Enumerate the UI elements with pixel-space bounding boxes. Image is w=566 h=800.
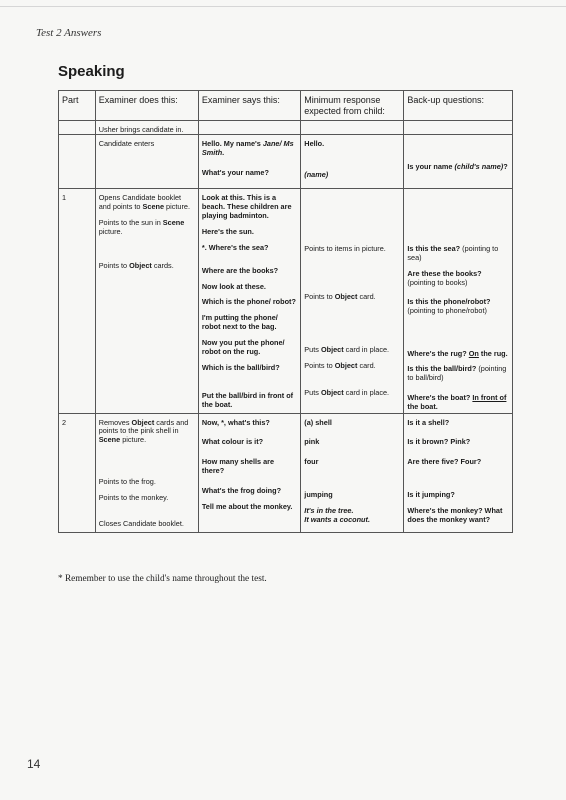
does-1: Removes Object cards and points to the pink shell in Scene picture. [98,417,189,445]
says-8: Now you put the phone/ robot on the rug. [201,338,285,356]
cell-backup [404,189,513,413]
cell-backup [404,120,513,135]
part-number: 2 [62,417,67,427]
backup-name-question: Is your name (child's name)? [407,162,508,172]
response-hello: Hello. [304,139,325,149]
table-row-part-2 [59,413,513,532]
cell-part [59,413,96,532]
cell-says [198,120,300,135]
enters-text: Candidate enters [98,139,155,149]
says-1: Now, *, what's this? [201,417,270,427]
cell-says [198,135,300,189]
section-title: Speaking [58,63,125,80]
response-4: Points to Object card. [304,360,376,370]
cell-part [59,189,96,413]
response-1: (a) shell [304,417,332,427]
header-minimum-response: Minimum response expected from child: [301,91,404,121]
response-name: (name) [304,170,329,180]
says-1: Look at this. This is a beach. These children are playing badminton. [201,193,292,220]
cell-does [95,189,198,413]
page-number: 14 [27,757,41,771]
backup-3: Is this the phone/robot? (pointing to phone/robot) [407,296,491,315]
does-3: Points to the monkey. [98,493,169,503]
header-examiner-does: Examiner does this: [95,91,198,121]
cell-does [95,413,198,532]
says-7: I'm putting the phone/ robot next to the bag. [201,313,278,332]
backup-1: Is this the sea? (pointing to sea) [407,244,499,263]
cell-response [301,413,404,532]
response-5a: It's in the tree. [304,506,354,516]
response-3: Puts Object card in place. [304,344,390,354]
says-9: Which is the ball/bird? [201,362,280,372]
response-2: Points to Object card. [304,292,376,302]
backup-1: Is it a shell? [407,417,450,427]
table-row-part-1 [59,189,513,413]
does-4: Closes Candidate booklet. [98,518,184,528]
cell-part [59,120,96,135]
response-1: Points to items in picture. [304,244,386,254]
cell-response [301,189,404,413]
table-header-row [59,91,513,121]
speaking-table [58,90,513,533]
does-1: Opens Candidate booklet and points to Scene picture. [98,193,190,212]
says-5: Tell me about the monkey. [201,501,293,511]
says-4: What's the frog doing? [201,486,282,496]
says-5: Now look at these. [201,281,266,291]
says-4: Where are the books? [201,265,279,275]
backup-5: Where's the monkey? What does the monkey want? [407,506,503,524]
table-row-usher [59,120,513,135]
backup-4: Where's the rug? On the rug. [407,348,508,358]
cell-response [301,120,404,135]
header-backup-questions: Back-up questions: [404,91,513,121]
part-number: 1 [62,193,67,203]
usher-text: Usher brings candidate in. [98,124,184,134]
does-2: Points to the sun in Scene picture. [98,217,185,236]
response-4: jumping [304,490,333,500]
cell-says [198,189,300,413]
says-10: Put the ball/bird in front of the boat. [201,390,294,409]
does-3: Points to Object cards. [98,260,174,270]
cell-part [59,135,96,189]
says-2: What colour is it? [201,437,264,447]
header-part: Part [59,91,96,121]
response-5: Puts Object card in place. [304,387,390,397]
backup-6: Where's the boat? In front of the boat. [407,393,507,412]
cell-backup [404,413,513,532]
cell-backup [404,135,513,189]
cell-response [301,135,404,189]
says-3: *. Where's the sea? [201,242,269,252]
response-2: pink [304,437,320,447]
says-3: How many shells are there? [201,457,275,476]
says-2: Here's the sun. [201,226,254,236]
does-2: Points to the frog. [98,477,156,487]
whats-name-text: What's your name? [201,168,269,178]
cell-does [95,135,198,189]
running-head: Test 2 Answers [36,27,102,39]
hello-text: Hello. My name's Jane/ Ms Smith. [201,139,294,158]
says-6: Which is the phone/ robot? [201,297,296,307]
backup-5: Is this the ball/bird? (pointing to ball/bird) [407,364,507,383]
top-rule [0,6,566,7]
table-row-intro [59,135,513,189]
cell-says [198,413,300,532]
header-examiner-says: Examiner says this: [198,91,300,121]
cell-does [95,120,198,135]
response-5b: It wants a coconut. [304,514,370,524]
backup-3: Are there five? Four? [407,457,482,467]
backup-2: Is it brown? Pink? [407,437,471,447]
footnote: * Remember to use the child's name throughout the test. [58,574,267,584]
backup-4: Is it jumping? [407,490,455,500]
response-3: four [304,457,319,467]
backup-2: Are these the books? (pointing to books) [407,268,482,287]
